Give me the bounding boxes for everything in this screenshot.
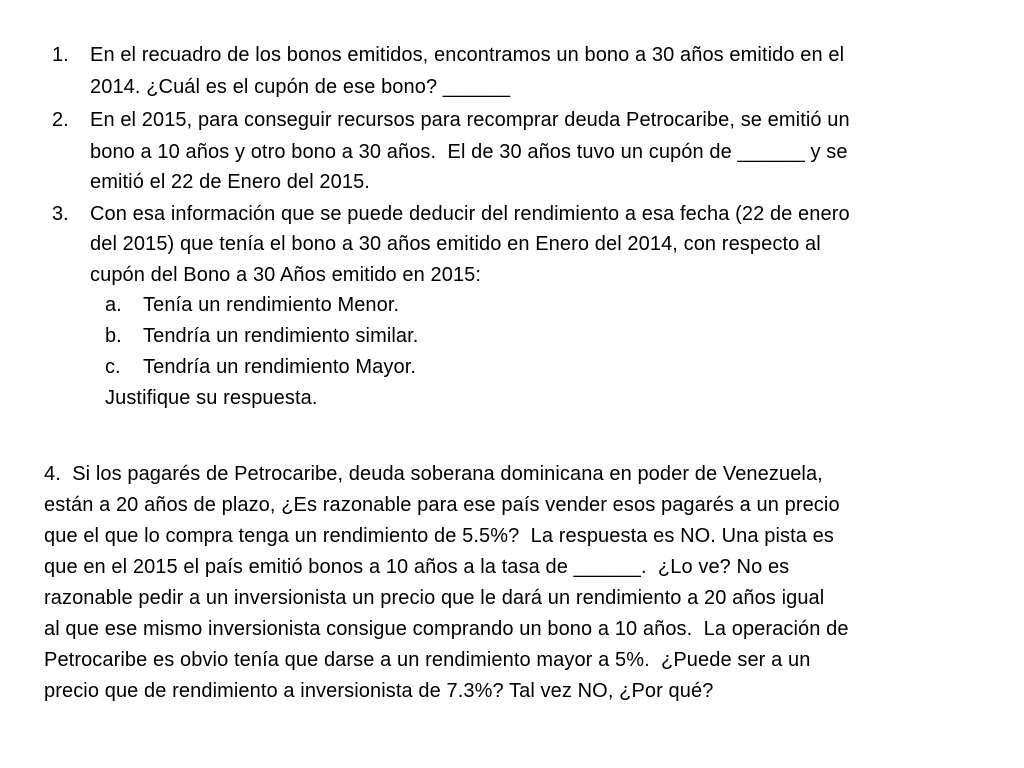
question-4-line: precio que de rendimiento a inversionista de 7.3%? Tal vez NO, ¿Por qué? (44, 680, 714, 702)
question-4-line: 4. Si los pagarés de Petrocaribe, deuda soberana dominicana en poder de Venezuela, (44, 463, 823, 485)
question-3-line: Con esa información que se puede deducir del rendimiento a esa fecha (22 de enero (90, 203, 850, 225)
question-4-line: que el que lo compra tenga un rendimiento de 5.5%? La respuesta es NO. Una pista es (44, 525, 834, 547)
question-2-line: En el 2015, para conseguir recursos para recomprar deuda Petrocaribe, se emitió un (90, 109, 850, 131)
option-c-letter: c. (105, 356, 121, 378)
question-2-line: bono a 10 años y otro bono a 30 años. El de 30 años tuvo un cupón de ______ y se (90, 141, 848, 163)
question-3-footer: Justifique su respuesta. (105, 387, 318, 409)
question-4-line: están a 20 años de plazo, ¿Es razonable para ese país vender esos pagarés a un precio (44, 494, 840, 516)
question-3-line: cupón del Bono a 30 Años emitido en 2015: (90, 264, 482, 286)
question-1-number: 1. (52, 44, 69, 66)
option-a-letter: a. (105, 294, 122, 316)
question-1-line: En el recuadro de los bonos emitidos, encontramos un bono a 30 años emitido en el (90, 44, 845, 66)
question-2-line: emitió el 22 de Enero del 2015. (90, 171, 370, 193)
option-a-text: Tenía un rendimiento Menor. (143, 294, 400, 316)
question-4-line: al que ese mismo inversionista consigue comprando un bono a 10 años. La operación de (44, 618, 849, 640)
option-b-text: Tendría un rendimiento similar. (143, 325, 419, 347)
option-c-text: Tendría un rendimiento Mayor. (143, 356, 417, 378)
question-1-line: 2014. ¿Cuál es el cupón de ese bono? ______ (90, 76, 511, 98)
question-3-number: 3. (52, 203, 69, 225)
question-4-line: razonable pedir a un inversionista un precio que le dará un rendimiento a 20 años igual (44, 587, 825, 609)
question-4-line: Petrocaribe es obvio tenía que darse a un rendimiento mayor a 5%. ¿Puede ser a un (44, 649, 811, 671)
option-b-letter: b. (105, 325, 122, 347)
question-2-number: 2. (52, 109, 69, 131)
question-3-line: del 2015) que tenía el bono a 30 años emitido en Enero del 2014, con respecto al (90, 233, 821, 255)
question-4-line: que en el 2015 el país emitió bonos a 10 años a la tasa de ______. ¿Lo ve? No es (44, 556, 790, 578)
